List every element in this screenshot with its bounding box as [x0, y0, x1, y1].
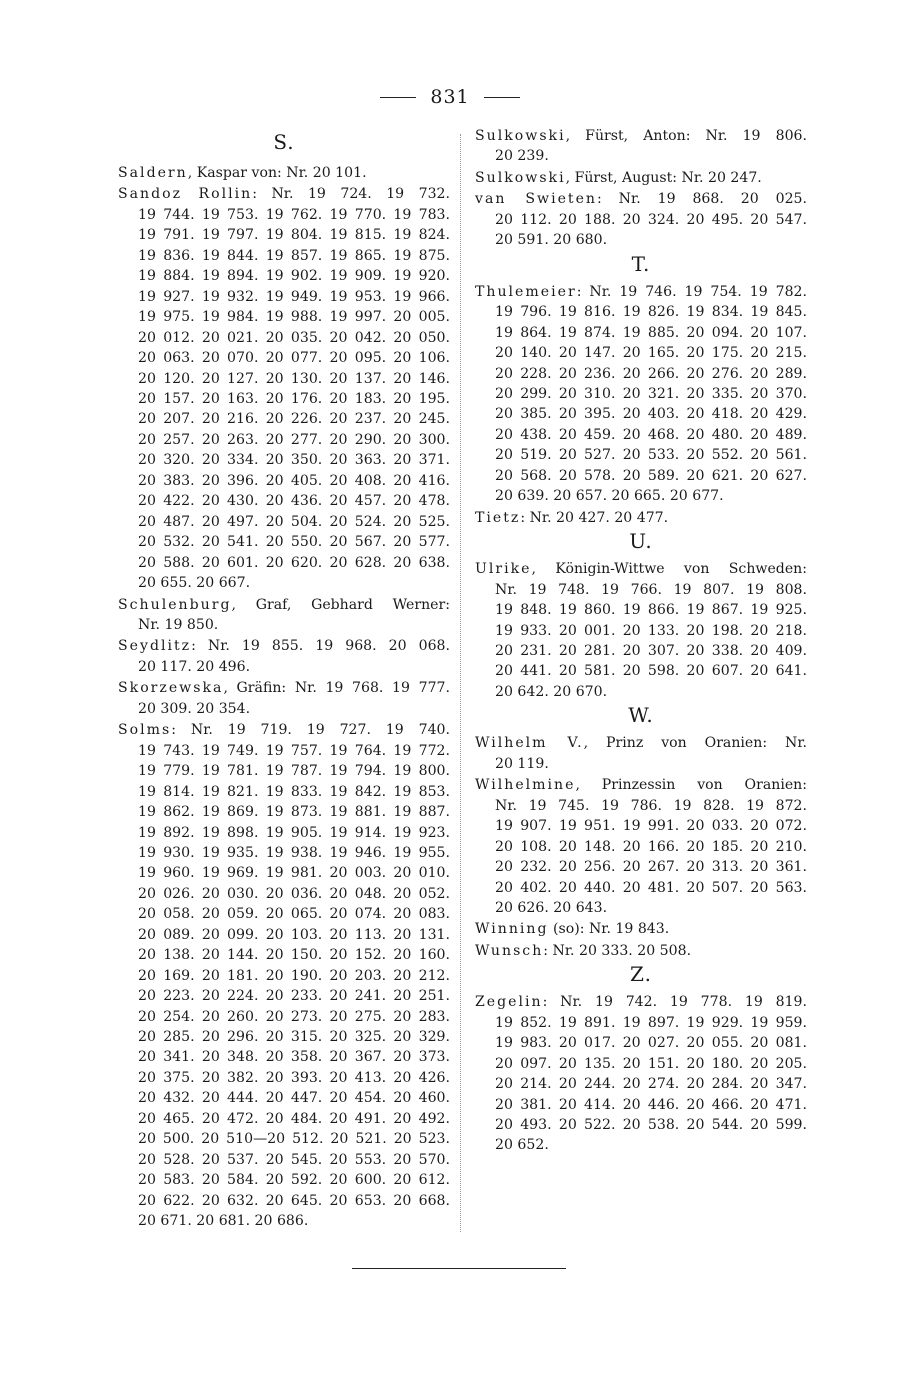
entry-line: 19 848. 19 860. 19 866. 19 867. 19 925.	[495, 602, 807, 619]
entry-text: : Nr. 19 746. 19 754. 19 782.	[576, 283, 807, 300]
entry-line: 19 814. 19 821. 19 833. 19 842. 19 853.	[138, 783, 450, 800]
entry-line	[118, 595, 450, 615]
entry-name: Wilhelm V.	[475, 735, 584, 752]
entry-line	[475, 189, 807, 209]
entry-line: 20 639. 20 657. 20 665. 20 677.	[495, 488, 724, 505]
entry-text: , Gräfin: Nr. 19 768. 19 777.	[223, 680, 450, 697]
entry-line: 19 960. 19 969. 19 981. 20 003. 20 010.	[138, 865, 450, 882]
index-entry-sandoz-rollin	[118, 184, 450, 593]
entry-line	[118, 720, 450, 740]
section-heading-w: W.	[628, 703, 654, 728]
section-heading-s: S.	[273, 130, 295, 154]
entry-line: 19 743. 19 749. 19 757. 19 764. 19 772.	[138, 742, 450, 759]
entry-line: 19 884. 19 894. 19 902. 19 909. 19 920.	[138, 268, 450, 285]
entry-line: 20 228. 20 236. 20 266. 20 276. 20 289.	[495, 365, 807, 382]
entry-line: 20 320. 20 334. 20 350. 20 363. 20 371.	[138, 452, 450, 469]
entry-line	[118, 636, 450, 656]
entry-text: : Nr. 19 855. 19 968. 20 068.	[191, 638, 450, 655]
entry-line: 20 285. 20 296. 20 315. 20 325. 20 329.	[138, 1029, 450, 1046]
entry-line: 20 441. 20 581. 20 598. 20 607. 20 641.	[495, 663, 807, 680]
entry-line: 20 299. 20 310. 20 321. 20 335. 20 370.	[495, 385, 807, 402]
entry-line: 20 169. 20 181. 20 190. 20 203. 20 212.	[138, 967, 450, 984]
entry-line: 20 058. 20 059. 20 065. 20 074. 20 083.	[138, 906, 450, 923]
entry-line: 20 140. 20 147. 20 165. 20 175. 20 215.	[495, 345, 807, 362]
entry-line: 20 231. 20 281. 20 307. 20 338. 20 409.	[495, 642, 807, 659]
entry-line: 20 157. 20 163. 20 176. 20 183. 20 195.	[138, 390, 450, 407]
entry-line: 19 892. 19 898. 19 905. 19 914. 19 923.	[138, 824, 450, 841]
entry-line: 20 119.	[495, 755, 549, 772]
entry-line	[475, 126, 807, 146]
entry-line: 20 375. 20 382. 20 393. 20 413. 20 426.	[138, 1069, 450, 1086]
entry-line: 20 257. 20 263. 20 277. 20 290. 20 300.	[138, 431, 450, 448]
index-entry-wilhelmine	[475, 775, 807, 918]
entry-text: , Fürst, Anton: Nr. 19 806.	[565, 128, 807, 144]
entry-line: 19 796. 19 816. 19 826. 19 834. 19 845.	[495, 304, 807, 321]
section-heading-t: T.	[631, 251, 651, 276]
entry-line: 19 836. 19 844. 19 857. 19 865. 19 875.	[138, 247, 450, 264]
entry-line: 20 626. 20 643.	[495, 899, 608, 916]
entry-line: 20 097. 20 135. 20 151. 20 180. 20 205.	[495, 1055, 807, 1072]
entry-name: Skorzewska	[118, 680, 224, 697]
page-number: 831	[430, 86, 470, 108]
entry-line	[475, 775, 807, 795]
entry-line	[475, 941, 807, 961]
entry-text: : Nr. 19 742. 19 778. 19 819.	[542, 994, 807, 1011]
right-column	[475, 126, 807, 1157]
entry-name: van Swieten	[475, 191, 598, 208]
index-entry-winning	[475, 919, 807, 939]
entry-name: Seydlitz	[118, 638, 192, 655]
entry-line: 20 117. 20 496.	[138, 658, 251, 675]
entry-name: Zegelin	[475, 994, 543, 1011]
entry-line: 20 528. 20 537. 20 545. 20 553. 20 570.	[138, 1151, 450, 1168]
entry-line: 20 493. 20 522. 20 538. 20 544. 20 599.	[495, 1117, 807, 1134]
entry-line: 19 779. 19 781. 19 787. 19 794. 19 800.	[138, 763, 450, 780]
entry-line: 20 120. 20 127. 20 130. 20 137. 20 146.	[138, 370, 450, 387]
entry-line	[475, 168, 807, 188]
entry-text: , Graf, Gebhard Werner:	[231, 596, 450, 613]
entry-line: 20 108. 20 148. 20 166. 20 185. 20 210.	[495, 838, 807, 855]
entry-line	[475, 733, 807, 753]
entry-name: Ulrike	[475, 561, 532, 578]
entry-line: 20 254. 20 260. 20 273. 20 275. 20 283.	[138, 1008, 450, 1025]
entry-line	[118, 184, 450, 204]
index-entry-ulrike	[475, 559, 807, 702]
entry-line: 20 671. 20 681. 20 686.	[138, 1213, 309, 1230]
entry-line: 19 927. 19 932. 19 949. 19 953. 19 966.	[138, 288, 450, 305]
entry-line: 20 422. 20 430. 20 436. 20 457. 20 478.	[138, 493, 450, 510]
entry-line: 19 862. 19 869. 19 873. 19 881. 19 887.	[138, 804, 450, 821]
entry-name: Winning	[475, 921, 549, 938]
entry-name: Saldern	[118, 165, 188, 181]
index-entry-wilhelm-v	[475, 733, 807, 774]
entry-line: 20 309. 20 354.	[138, 700, 251, 717]
entry-line: 20 532. 20 541. 20 550. 20 567. 20 577.	[138, 534, 450, 551]
entry-line: 19 852. 19 891. 19 897. 19 929. 19 959.	[495, 1014, 807, 1031]
entry-line: 20 026. 20 030. 20 036. 20 048. 20 052.	[138, 885, 450, 902]
entry-line: 19 933. 20 001. 20 133. 20 198. 20 218.	[495, 622, 807, 639]
left-column	[118, 126, 450, 1233]
entry-text: : Nr. 20 333. 20 508.	[543, 942, 692, 959]
section-heading-u: U.	[629, 529, 653, 554]
entry-line: Nr. 19 748. 19 766. 19 807. 19 808.	[495, 581, 807, 598]
entry-name: Tietz	[475, 509, 521, 526]
entry-line: 19 744. 19 753. 19 762. 19 770. 19 783.	[138, 206, 450, 223]
index-entry-wunsch	[475, 941, 807, 961]
entry-line: 20 383. 20 396. 20 405. 20 408. 20 416.	[138, 472, 450, 489]
entry-line: 20 642. 20 670.	[495, 683, 608, 700]
entry-line: 20 239.	[495, 148, 549, 165]
entry-line: 20 207. 20 216. 20 226. 20 237. 20 245.	[138, 411, 450, 428]
entry-line: 20 591. 20 680.	[495, 232, 608, 249]
entry-line: 19 975. 19 984. 19 988. 19 997. 20 005.	[138, 309, 450, 326]
index-entry-van-swieten	[475, 189, 807, 250]
entry-line: 20 622. 20 632. 20 645. 20 653. 20 668.	[138, 1192, 450, 1209]
entry-line: 20 655. 20 667.	[138, 575, 251, 592]
entry-name: Sulkowski	[475, 169, 566, 186]
entry-name: Wunsch	[475, 942, 544, 959]
entry-line: 20 432. 20 444. 20 447. 20 454. 20 460.	[138, 1090, 450, 1107]
entry-line	[475, 508, 807, 528]
index-entry-sulkowski	[475, 168, 807, 188]
entry-name: Sulkowski	[475, 128, 566, 144]
index-entry-schulenburg	[118, 595, 450, 636]
entry-line: 20 063. 20 070. 20 077. 20 095. 20 106.	[138, 350, 450, 367]
section-heading-z: Z.	[630, 962, 652, 987]
entry-line: 19 864. 19 874. 19 885. 20 094. 20 107.	[495, 324, 807, 341]
entry-line: 19 930. 19 935. 19 938. 19 946. 19 955.	[138, 844, 450, 861]
entry-text: , Königin-Wittwe von Schweden:	[531, 561, 807, 578]
entry-line: 19 983. 20 017. 20 027. 20 055. 20 081.	[495, 1035, 807, 1052]
entry-name: Wilhelmine	[475, 777, 576, 794]
entry-line: 20 438. 20 459. 20 468. 20 480. 20 489.	[495, 426, 807, 443]
entry-line: 20 402. 20 440. 20 481. 20 507. 20 563.	[495, 879, 807, 896]
entry-text: , Kaspar von: Nr. 20 101.	[187, 165, 367, 181]
index-entry-sulkowski	[475, 126, 807, 167]
entry-name: Thulemeier	[475, 283, 577, 300]
entry-name: Sandoz Rollin	[118, 186, 253, 203]
entry-text: (so): Nr. 19 843.	[548, 921, 670, 938]
entry-line	[118, 163, 450, 183]
index-entry-zegelin	[475, 992, 807, 1156]
entry-line: 20 214. 20 244. 20 274. 20 284. 20 347.	[495, 1076, 807, 1093]
index-entry-thulemeier	[475, 282, 807, 507]
page-header	[0, 86, 900, 108]
index-entry-saldern	[118, 163, 450, 183]
entry-line: 20 341. 20 348. 20 358. 20 367. 20 373.	[138, 1049, 450, 1066]
entry-text: , Prinzessin von Oranien:	[575, 777, 807, 794]
entry-text: , Prinz von Oranien: Nr.	[583, 735, 807, 752]
entry-line: 20 583. 20 584. 20 592. 20 600. 20 612.	[138, 1172, 450, 1189]
entry-line: 20 138. 20 144. 20 150. 20 152. 20 160.	[138, 947, 450, 964]
entry-line: 20 381. 20 414. 20 446. 20 466. 20 471.	[495, 1096, 807, 1113]
index-entry-solms	[118, 720, 450, 1231]
entry-text: : Nr. 20 427. 20 477.	[520, 509, 669, 526]
entry-line: 20 089. 20 099. 20 103. 20 113. 20 131.	[138, 926, 450, 943]
entry-text: , Fürst, August: Nr. 20 247.	[565, 169, 762, 186]
entry-line: Nr. 19 745. 19 786. 19 828. 19 872.	[495, 797, 807, 814]
entry-line	[118, 678, 450, 698]
entry-line: 20 568. 20 578. 20 589. 20 621. 20 627.	[495, 467, 807, 484]
entry-line: Nr. 19 850.	[138, 616, 219, 633]
entry-line: 20 487. 20 497. 20 504. 20 524. 20 525.	[138, 513, 450, 530]
entry-line	[475, 282, 807, 302]
index-entry-tietz	[475, 508, 807, 528]
entry-line: 20 223. 20 224. 20 233. 20 241. 20 251.	[138, 988, 450, 1005]
entry-text: : Nr. 19 724. 19 732.	[252, 186, 451, 203]
entry-line: 20 465. 20 472. 20 484. 20 491. 20 492.	[138, 1110, 450, 1127]
index-entry-seydlitz	[118, 636, 450, 677]
entry-line: 20 232. 20 256. 20 267. 20 313. 20 361.	[495, 859, 807, 876]
entry-line: 20 500. 20 510—20 512. 20 521. 20 523.	[138, 1131, 450, 1148]
entry-line: 19 791. 19 797. 19 804. 19 815. 19 824.	[138, 227, 450, 244]
header-rule-left	[380, 97, 416, 98]
entry-line: 20 519. 20 527. 20 533. 20 552. 20 561.	[495, 447, 807, 464]
end-rule	[352, 1268, 566, 1269]
header-rule-right	[484, 97, 520, 98]
entry-line: 20 652.	[495, 1137, 549, 1154]
entry-line	[475, 992, 807, 1012]
entry-name: Solms	[118, 722, 172, 739]
entry-line: 19 907. 19 951. 19 991. 20 033. 20 072.	[495, 818, 807, 835]
entry-text: : Nr. 19 868. 20 025.	[597, 191, 807, 208]
index-entry-skorzewska	[118, 678, 450, 719]
entry-text: : Nr. 19 719. 19 727. 19 740.	[171, 722, 450, 739]
entry-line: 20 588. 20 601. 20 620. 20 628. 20 638.	[138, 554, 450, 571]
entry-line: 20 385. 20 395. 20 403. 20 418. 20 429.	[495, 406, 807, 423]
entry-line: 20 112. 20 188. 20 324. 20 495. 20 547.	[495, 211, 807, 228]
column-divider	[460, 134, 461, 1232]
entry-line	[475, 919, 807, 939]
entry-line: 20 012. 20 021. 20 035. 20 042. 20 050.	[138, 329, 450, 346]
entry-name: Schulenburg	[118, 596, 232, 613]
entry-line	[475, 559, 807, 579]
